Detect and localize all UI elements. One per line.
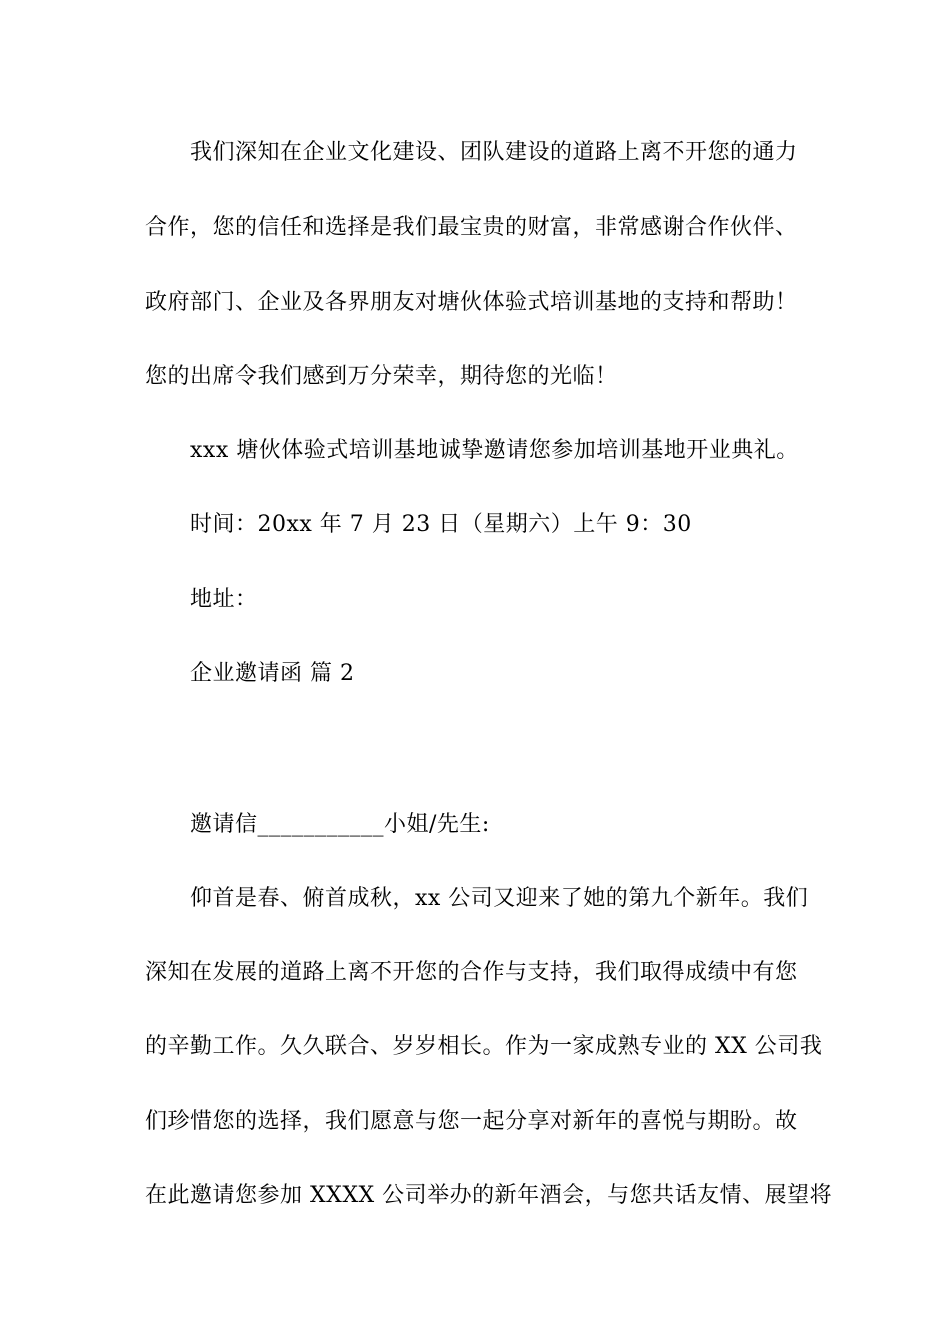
paragraph-line: 我们深知在企业文化建设、团队建设的道路上离不开您的通力	[190, 140, 798, 165]
address-line: 地址：	[190, 587, 258, 612]
paragraph-line: xxx 塘伙体验式培训基地诚挚邀请您参加培训基地开业典礼。	[190, 438, 799, 463]
paragraph-line: 的辛勤工作。久久联合、岁岁相长。作为一家成熟专业的 XX 公司我	[145, 1034, 823, 1059]
paragraph-line: 们珍惜您的选择，我们愿意与您一起分享对新年的喜悦与期盼。故	[145, 1109, 798, 1134]
salutation-line: 邀请信___________小姐/先生:	[190, 812, 490, 837]
time-line: 时间：20xx 年 7 月 23 日（星期六）上午 9：30	[190, 512, 692, 537]
paragraph-line: 合作，您的信任和选择是我们最宝贵的财富，非常感谢合作伙伴、	[145, 215, 798, 240]
paragraph-line: 在此邀请您参加 XXXX 公司举办的新年酒会，与您共话友情、展望将	[145, 1183, 833, 1208]
paragraph-line: 深知在发展的道路上离不开您的合作与支持，我们取得成绩中有您	[145, 960, 798, 985]
paragraph-line: 政府部门、企业及各界朋友对塘伙体验式培训基地的支持和帮助！	[145, 290, 798, 315]
paragraph-line: 您的出席令我们感到万分荣幸，期待您的光临！	[145, 364, 618, 389]
paragraph-line: 仰首是春、俯首成秋，xx 公司又迎来了她的第九个新年。我们	[190, 886, 809, 911]
section-heading: 企业邀请函 篇 2	[190, 661, 355, 686]
